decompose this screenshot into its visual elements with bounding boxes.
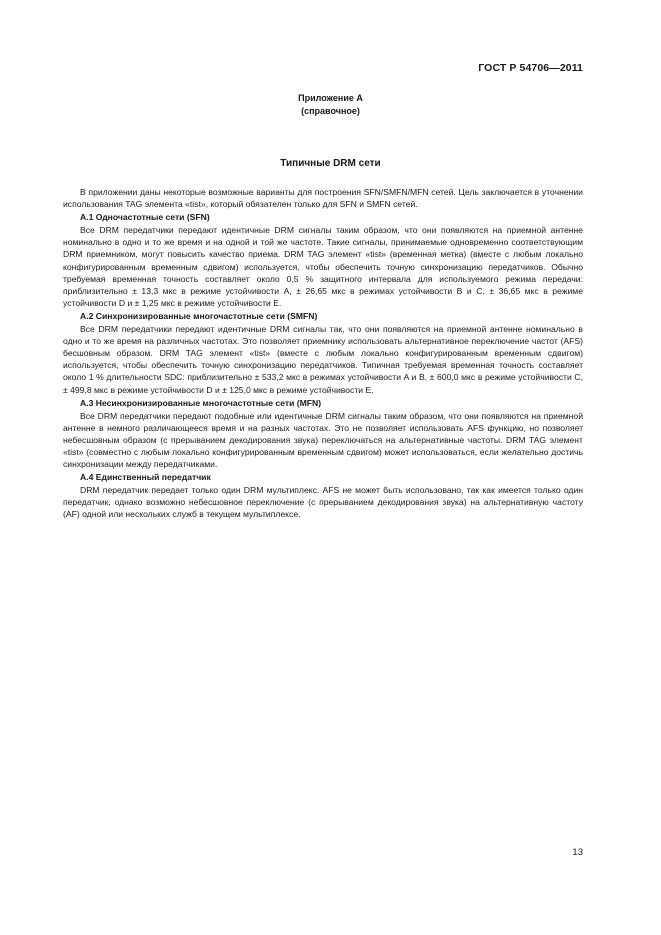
appendix-kind: (справочное) [301,106,360,116]
document-code: ГОСТ Р 54706—2011 [478,62,583,74]
page-number: 13 [572,847,583,858]
section-a2-heading: А.2 Синхронизированные многочастотные сети (SMFN) [80,310,318,321]
document-body [63,186,583,521]
section-a3-text: Все DRM передатчики передают подобные или идентичные DRM сигналы таким образом, что они появляются на приемной антенне в немного различающееся время и на разных частотах. Это не позволяет использовать AFS функцию, но позволяет небесшовным образом (с прерыванием декодирования звука) переключаться на альтернативные частоты. DRM TAG элемент «tist» (совместно с любым локально конфигурированным временным сдвигом) может использоваться, если желательно достичь синхронизации между передатчиками. [63,410,583,470]
section-a4-heading: А.4 Единственный передатчик [80,472,211,483]
section-a2-text: Все DRM передатчики передают идентичные DRM сигналы так, что они появляются на приемной антенне номинально в одно и то же время на различных частотах. Это позволяет приемнику использовать альтернативное переключение частот (AFS) бесшовным образом. DRM TAG элемент «tist» (вместе с любым локально конфигурированным временным сдвигом) используется, чтобы обеспечить точную синхронизацию передатчиков. Типичная требуемая временная точность составляет около 1 % длительности SDC: приблизительно ± 533,2 мкс в режимах устойчивости A и B, ± 600,0 мкс в режиме устойчивости C, ± 499,8 мкс в режиме устойчивости D и ± 125,0 мкс в режиме устойчивости E. [63,324,583,395]
intro-paragraph: В приложении даны некоторые возможные варианты для построения SFN/SMFN/MFN сетей. Цель заключается в уточнении использования TAG элемента «tist», который обязателен только для SFN и SMFN сетей. [63,187,583,210]
section-a4-text: DRM передатчик передает только один DRM мультиплекс. AFS не может быть использовано, так как имеется только один передатчик, однако возможно небесшовное переключение (с прерыванием декодирования звука) на альтернативную частоту (AF) одной или нескольких служб в текущем мультиплексе. [63,485,583,520]
section-a1-heading: А.1 Одночастотные сети (SFN) [80,212,210,223]
section-a1-text: Все DRM передатчики передают идентичные DRM сигналы таким образом, что они появляются на приемной антенне номинально в одно и то же время и на одной и той же частоте. Такие сигналы, принимаемые одновременно соответствующим DRM приемником, могут повысить качество приема. DRM TAG элемент «tist» (временная метка) (вместе с любым локально конфигурированным временным сдвигом) используется, чтобы обеспечить точную синхронизацию передатчиков. Обычно требуемая временная точность составляет около 0,5 % защитного интервала для используемого режима передачи: приблизительно ± 13,3 мкс в режиме устойчивости A, ± 26,65 мкс в режимах устойчивости B и C, ± 36,65 мкс в режиме устойчивости D и ± 1,25 мкс в режиме устойчивости E. [63,225,583,308]
section-a3-heading: А.3 Несинхронизированные многочастотные сети (MFN) [80,397,322,408]
appendix-label: Приложение А [298,93,363,103]
appendix-heading [0,92,661,118]
page-title: Типичные DRM сети [280,158,381,169]
